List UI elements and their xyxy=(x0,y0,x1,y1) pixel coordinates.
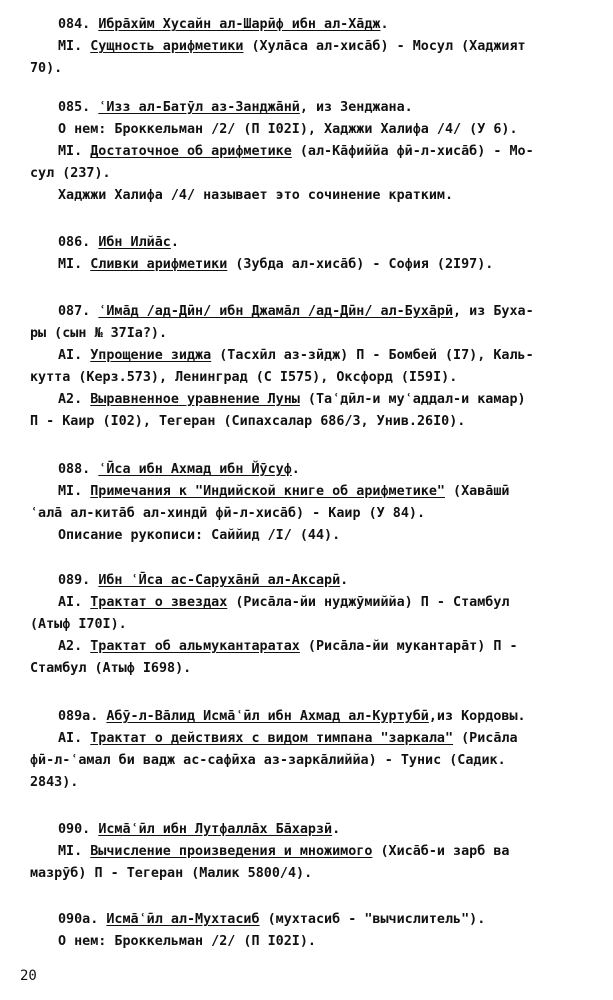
text-segment: , из Буха- xyxy=(453,304,534,319)
entry-line xyxy=(30,58,595,80)
text-segment: 089. xyxy=(58,573,99,588)
text-segment: (Таʿдӣл-и муʿаддал-и камар) xyxy=(299,392,526,407)
text-segment: 2843). xyxy=(30,775,79,790)
text-segment: (Рисāла-йи нуджӯмиййа) П - Стамбул xyxy=(227,595,510,610)
text-segment: (Зубда ал-хисāб) - София (2I97). xyxy=(227,257,494,272)
text-segment: сул (237). xyxy=(30,166,111,181)
entry-line xyxy=(30,459,595,481)
text-segment: . xyxy=(380,17,389,32)
entry-line xyxy=(30,503,595,525)
text-segment: кутта (Керз.573), Ленинград (С I575), Оксфорд (I59I). xyxy=(30,370,458,385)
text-segment: 70). xyxy=(30,61,63,76)
text-segment: О нем: Броккельман /2/ (П I02I), Хаджжи Халифа /4/ (У 6). xyxy=(58,122,518,137)
text-segment: 087. xyxy=(58,304,99,319)
underlined-title: Примечания к "Индийской книге об арифметике" xyxy=(90,484,445,499)
text-segment: 090. xyxy=(58,822,99,837)
text-segment: MI. xyxy=(58,484,91,499)
entry-line xyxy=(30,141,595,163)
underlined-title: Вычисление произведения и множимого xyxy=(90,844,373,859)
entry-line xyxy=(30,481,595,503)
underlined-title: ʿӢса ибн Ахмад ибн Йӯсуф xyxy=(98,462,292,477)
underlined-title: Исмāʿӣл ибн Лутфаллāх Бāхарзӣ xyxy=(98,822,333,837)
entry-line xyxy=(30,367,595,389)
bibliography-entry xyxy=(30,819,595,885)
entry-line xyxy=(30,819,595,841)
text-segment: 085. xyxy=(58,100,99,115)
underlined-title: Сущность арифметики xyxy=(90,39,244,54)
text-segment: 089а. xyxy=(58,709,107,724)
entry-line xyxy=(30,614,595,636)
text-segment: (Хулāса ал-хисāб) - Мосул (Хаджият xyxy=(243,39,526,54)
entry-line xyxy=(30,931,595,953)
underlined-title: Абӯ-л-Вāлид Исмāʿӣл ибн Ахмад ал-Куртубӣ xyxy=(106,709,429,724)
text-segment: О нем: Броккельман /2/ (П I02I). xyxy=(58,934,316,949)
entry-line xyxy=(30,14,595,36)
entry-line xyxy=(30,301,595,323)
entry-line xyxy=(30,323,595,345)
entry-line xyxy=(30,636,595,658)
text-segment: Хаджжи Халифа /4/ называет это сочинение кратким. xyxy=(58,188,454,203)
entry-line xyxy=(30,750,595,772)
text-segment: (мухтасиб - "вычислитель"). xyxy=(259,912,486,927)
text-segment: MI. xyxy=(58,39,91,54)
underlined-title: Ибн Илйāс xyxy=(98,235,171,250)
entry-line xyxy=(30,570,595,592)
entry-line xyxy=(30,525,595,547)
text-segment: (Тасхӣл аз-зӣдж) П - Бомбей (I7), Каль- xyxy=(211,348,534,363)
entry-line xyxy=(30,97,595,119)
text-segment: . xyxy=(291,462,300,477)
text-segment: 086. xyxy=(58,235,99,250)
underlined-title: Трактат о действиях с видом тимпана "заркала" xyxy=(90,731,454,746)
text-segment: (Рисāла xyxy=(453,731,518,746)
underlined-title: Ибрāхӣм Хусайн ал-Шарӣф ибн ал-Хāдж xyxy=(98,17,381,32)
text-segment: (Хисāб-и зарб ва xyxy=(372,844,510,859)
text-segment: MI. xyxy=(58,844,91,859)
text-segment: 090а. xyxy=(58,912,107,927)
text-segment: . xyxy=(170,235,179,250)
text-segment: П - Каир (I02), Тегеран (Сипахсалар 686/3, Унив.26I0). xyxy=(30,414,466,429)
underlined-title: ʿИзз ал-Батӯл аз-Занджāнӣ xyxy=(98,100,300,115)
underlined-title: Достаточное об арифметике xyxy=(90,144,292,159)
text-segment: AI. xyxy=(58,595,91,610)
entry-line xyxy=(30,658,595,680)
bibliography-entry xyxy=(30,570,595,680)
text-segment: . xyxy=(340,573,349,588)
entry-line xyxy=(30,728,595,750)
bibliography-entry xyxy=(30,14,595,80)
bibliography-entry xyxy=(30,97,595,207)
text-segment: А2. xyxy=(58,639,91,654)
entry-line xyxy=(30,863,595,885)
underlined-title: Трактат об альмукантаратах xyxy=(90,639,300,654)
entry-line xyxy=(30,592,595,614)
text-segment: (ал-Кāфиййа фӣ-л-хисāб) - Мо- xyxy=(291,144,534,159)
text-segment: MI. xyxy=(58,144,91,159)
entry-line xyxy=(30,119,595,141)
underlined-title: Исмāʿӣл ал-Мухтасиб xyxy=(106,912,260,927)
text-segment: AI. xyxy=(58,348,91,363)
entry-line xyxy=(30,411,595,433)
text-segment: Стамбул (Атыф I698). xyxy=(30,661,192,676)
text-segment: (Хавāшӣ xyxy=(444,484,510,499)
entry-line xyxy=(30,772,595,794)
text-segment: фӣ-л-ʿамал би вадж ас-сафӣха аз-заркāлиййа) - Тунис (Садик. xyxy=(30,753,506,768)
entry-line xyxy=(30,185,595,207)
entry-line xyxy=(30,232,595,254)
underlined-title: Трактат о звездах xyxy=(90,595,228,610)
bibliography-entry xyxy=(30,909,595,953)
text-segment: ʿалā ал-китāб ал-хиндӣ фӣ-л-хисāб) - Каир (У 84). xyxy=(30,506,426,521)
text-segment: ,из Кордовы. xyxy=(428,709,526,724)
text-segment: MI. xyxy=(58,257,91,272)
bibliography-entry xyxy=(30,301,595,433)
text-segment: (Атыф I70I). xyxy=(30,617,127,632)
text-segment: Описание рукописи: Саййид /I/ (44). xyxy=(58,528,341,543)
text-segment: , из Зенджана. xyxy=(299,100,413,115)
underlined-title: Упрощение зиджа xyxy=(90,348,212,363)
underlined-title: Ибн ʿӢса ас-Сарухāнӣ ал-Аксарӣ xyxy=(98,573,341,588)
text-segment: AI. xyxy=(58,731,91,746)
text-segment: (Рисāла-йи мукантарāт) П - xyxy=(299,639,518,654)
text-segment: ры (сын № 37Iа?). xyxy=(30,326,168,341)
text-segment: А2. xyxy=(58,392,91,407)
page-number: 20 xyxy=(20,968,37,984)
bibliography-entry xyxy=(30,232,595,276)
bibliography-entry xyxy=(30,459,595,547)
underlined-title: ʿИмāд /ад-Дӣн/ ибн Джамāл /ад-Дӣн/ ал-Бухāрӣ xyxy=(98,304,454,319)
entry-line xyxy=(30,36,595,58)
entry-line xyxy=(30,254,595,276)
entry-line xyxy=(30,389,595,411)
underlined-title: Сливки арифметики xyxy=(90,257,228,272)
text-segment: мазрӯб) П - Тегеран (Малик 5800/4). xyxy=(30,866,313,881)
entry-line xyxy=(30,345,595,367)
entry-line xyxy=(30,909,595,931)
entry-line xyxy=(30,841,595,863)
entry-line xyxy=(30,163,595,185)
entry-line xyxy=(30,706,595,728)
text-segment: . xyxy=(332,822,341,837)
text-segment: 088. xyxy=(58,462,99,477)
text-segment: 084. xyxy=(58,17,99,32)
underlined-title: Выравненное уравнение Луны xyxy=(90,392,300,407)
bibliography-entry xyxy=(30,706,595,794)
